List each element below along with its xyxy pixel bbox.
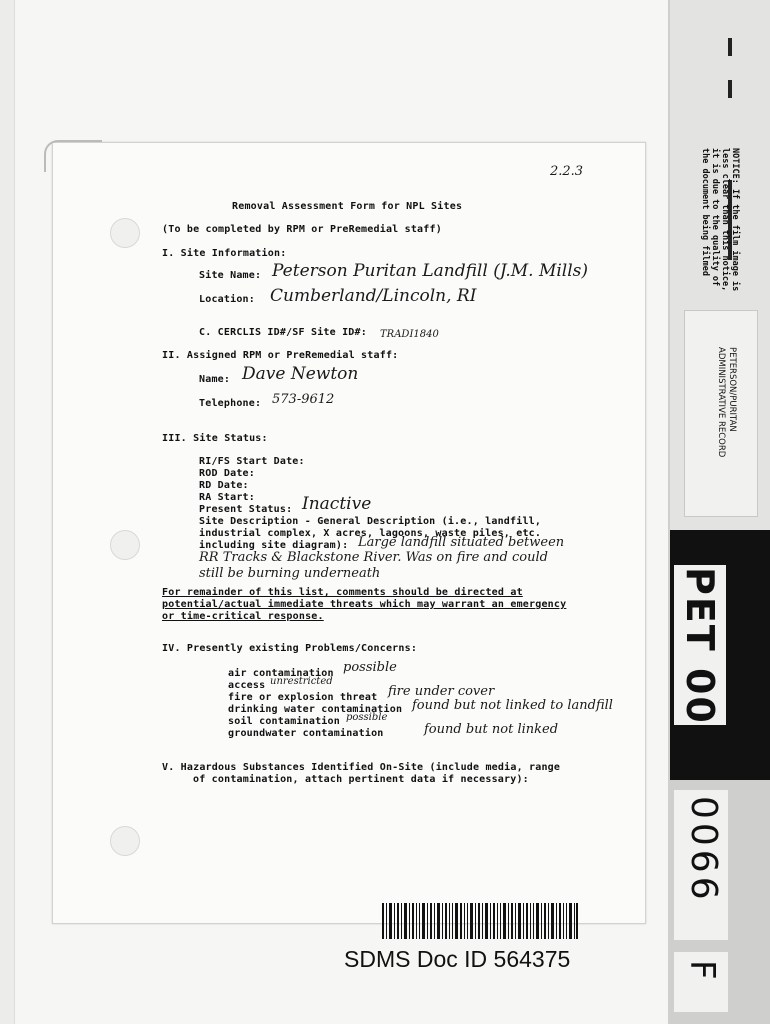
box-number <box>674 790 728 940</box>
scan-left-edge <box>0 0 15 1024</box>
site-description-line-2: industrial complex, X acres, lagoons, waste piles, etc. <box>199 528 542 539</box>
box-letter <box>674 952 728 1012</box>
form-title: Removal Assessment Form for NPL Sites <box>232 201 463 212</box>
site-name-value: Peterson Puritan Landfill (J.M. Mills) <box>272 261 589 281</box>
record-label <box>684 310 758 517</box>
section-5-line-1: V. Hazardous Substances Identified On-Site (include media, range <box>162 762 561 773</box>
punch-hole-bottom <box>110 826 140 856</box>
notice-line-3: or time-critical response. <box>162 611 324 622</box>
site-description-line-3: including site diagram): <box>199 540 349 551</box>
rifs-start-date-label: RI/FS Start Date: <box>199 456 305 467</box>
telephone-value: 573-9612 <box>272 392 335 407</box>
location-label: Location: <box>199 294 255 305</box>
sheet-fold-corner <box>44 140 102 172</box>
ra-start-label: RA Start: <box>199 492 255 503</box>
concern-label: drinking water contamination <box>228 704 403 715</box>
site-description-handwriting-1: Large landfill situated between <box>358 535 565 550</box>
site-name-label: Site Name: <box>199 270 262 281</box>
concern-label: access <box>228 680 266 691</box>
concern-note: unrestricted <box>270 676 333 687</box>
site-description-line-1: Site Description - General Description (i.e., landfill, <box>199 516 542 527</box>
box-letter-text: F <box>682 960 722 980</box>
record-line-1: PETERSON/PURITAN <box>727 347 737 432</box>
strip-dash <box>728 80 732 98</box>
section-4-heading: IV. Presently existing Problems/Concerns: <box>162 643 418 654</box>
film-notice <box>670 148 740 298</box>
site-description-handwriting-3: still be burning underneath <box>199 566 381 581</box>
concern-note: possible <box>343 660 397 675</box>
present-status-label: Present Status: <box>199 504 293 515</box>
rd-date-label: RD Date: <box>199 480 249 491</box>
page-number: 2.2.3 <box>550 164 584 179</box>
staff-name-value: Dave Newton <box>242 364 359 384</box>
section-3-heading: III. Site Status: <box>162 433 268 444</box>
concern-label: groundwater contamination <box>228 728 384 739</box>
present-status-value: Inactive <box>302 494 372 514</box>
film-notice-text: NOTICE: If the film image is less clear than this notice, it is due to the quality of the document being filmed <box>700 148 740 292</box>
punch-hole-middle <box>110 530 140 560</box>
telephone-label: Telephone: <box>199 398 262 409</box>
section-5-line-2: of contamination, attach pertinent data if necessary): <box>193 774 529 785</box>
record-label-text <box>715 347 737 497</box>
cerclis-value: TRADI1840 <box>380 329 439 340</box>
form-subtitle: (To be completed by RPM or PreRemedial staff) <box>162 224 442 235</box>
barcode <box>382 903 578 939</box>
pet-label <box>674 565 726 754</box>
record-line-2: ADMINISTRATIVE RECORD <box>716 347 726 458</box>
concern-label: soil contamination <box>228 716 340 727</box>
staff-name-label: Name: <box>199 374 231 385</box>
concern-note: found but not linked to landfill <box>412 698 613 713</box>
sdms-doc-id: SDMS Doc ID 564375 <box>344 946 571 972</box>
cerclis-label: C. CERCLIS ID#/SF Site ID#: <box>199 327 367 338</box>
concern-label: air contamination <box>228 668 334 679</box>
concern-note: found but not linked <box>424 722 559 737</box>
concern-note: fire under cover <box>388 684 495 699</box>
punch-hole-top <box>110 218 140 248</box>
notice-line-1: For remainder of this list, comments should be directed at <box>162 587 523 598</box>
strip-dash <box>728 38 732 56</box>
pet-label-text: PET 001 <box>678 567 722 754</box>
concern-label: fire or explosion threat <box>228 692 378 703</box>
concern-note: possible <box>346 712 388 723</box>
section-2-heading: II. Assigned RPM or PreRemedial staff: <box>162 350 399 361</box>
site-description-handwriting-2: RR Tracks & Blackstone River. Was on fire and could <box>199 550 548 565</box>
section-1-heading: I. Site Information: <box>162 248 287 259</box>
rod-date-label: ROD Date: <box>199 468 255 479</box>
location-value: Cumberland/Lincoln, RI <box>270 286 477 306</box>
notice-line-2: potential/actual immediate threats which may warrant an emergency <box>162 599 567 610</box>
box-number-text: 0066 <box>683 796 724 904</box>
